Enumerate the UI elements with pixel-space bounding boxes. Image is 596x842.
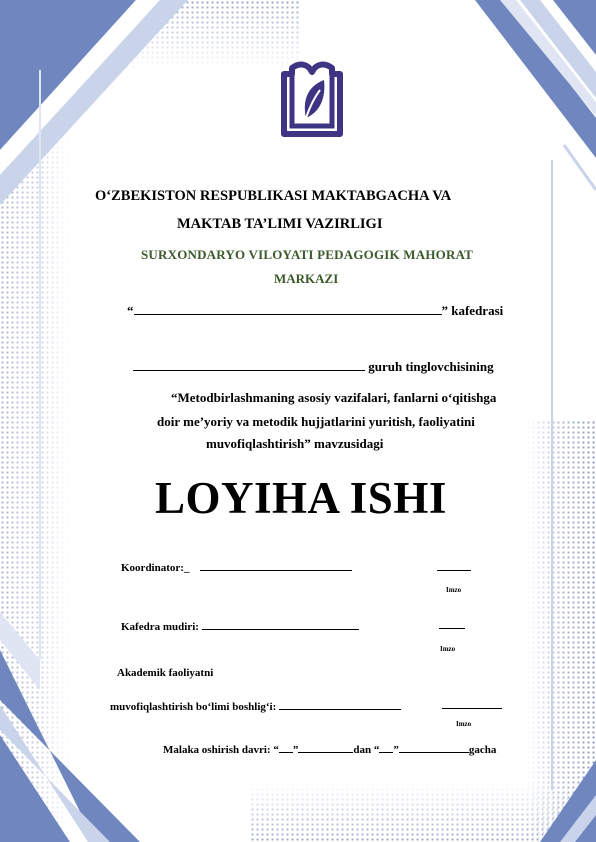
training-period-line [163, 740, 496, 756]
head-line [121, 617, 359, 633]
group-blank[interactable] [133, 358, 365, 371]
period-start-day-blank[interactable] [279, 740, 293, 753]
group-label: guruh tinglovchisining [365, 359, 494, 374]
signature-caption-2: Imzo [440, 645, 456, 653]
head-signature-blank[interactable] [439, 628, 465, 629]
period-end-month-blank[interactable] [399, 740, 469, 753]
topic-line1: “Metodbirlashmaning asosiy vazifalari, fanlarni o‘qitishga [171, 390, 497, 405]
department-blank[interactable] [134, 302, 442, 315]
document-title: LOYIHA ISHI [155, 473, 447, 523]
period-dan: dan “ [353, 744, 380, 756]
department-suffix: ” kafedrasi [441, 303, 504, 318]
period-end-day-blank[interactable] [379, 740, 393, 753]
period-quote-1: ” [292, 744, 299, 756]
ministry-name-line1: O‘ZBEKISTON RESPUBLIKASI MAKTABGACHA VA [95, 188, 452, 204]
ministry-name-line2: MAKTAB TA’LIMI VAZIRLIGI [177, 216, 383, 232]
period-gacha: gacha [468, 744, 497, 756]
book-leaf-icon [276, 60, 348, 140]
coordinator-label: Koordinator:_ [121, 562, 190, 574]
topic-line2: doir me’yoriy va metodik hujjatlarini yuritish, faoliyatini [157, 414, 475, 429]
period-label: Malaka oshirish davri: “ [163, 744, 279, 756]
academic-signature-blank[interactable] [442, 708, 502, 709]
signature-caption-3: Imzo [456, 720, 472, 728]
group-line [133, 358, 494, 375]
signature-caption-1: Imzo [446, 586, 462, 594]
center-name-line2: MARKAZI [274, 271, 339, 286]
coordinator-line [121, 558, 352, 574]
period-quote-2: ” [393, 744, 399, 756]
coordinator-name-blank[interactable] [200, 558, 352, 571]
academic-label: muvofiqlashtirish bo‘limi boshlig‘i: [110, 701, 280, 713]
topic-line3: muvofiqlashtirish” mavzusidagi [206, 436, 384, 451]
department-open-quote: “ [127, 303, 134, 318]
head-name-blank[interactable] [202, 617, 359, 630]
department-line [127, 302, 503, 319]
head-label: Kafedra mudiri: [121, 621, 202, 633]
center-name-line1: SURXONDARYO VILOYATI PEDAGOGIK MAHORAT [141, 247, 474, 262]
coordinator-signature-blank[interactable] [437, 570, 471, 571]
period-start-month-blank[interactable] [298, 740, 353, 753]
academic-name-blank[interactable] [279, 697, 401, 710]
academic-line1: Akademik faoliyatni [117, 667, 214, 679]
academic-line2 [110, 697, 401, 713]
